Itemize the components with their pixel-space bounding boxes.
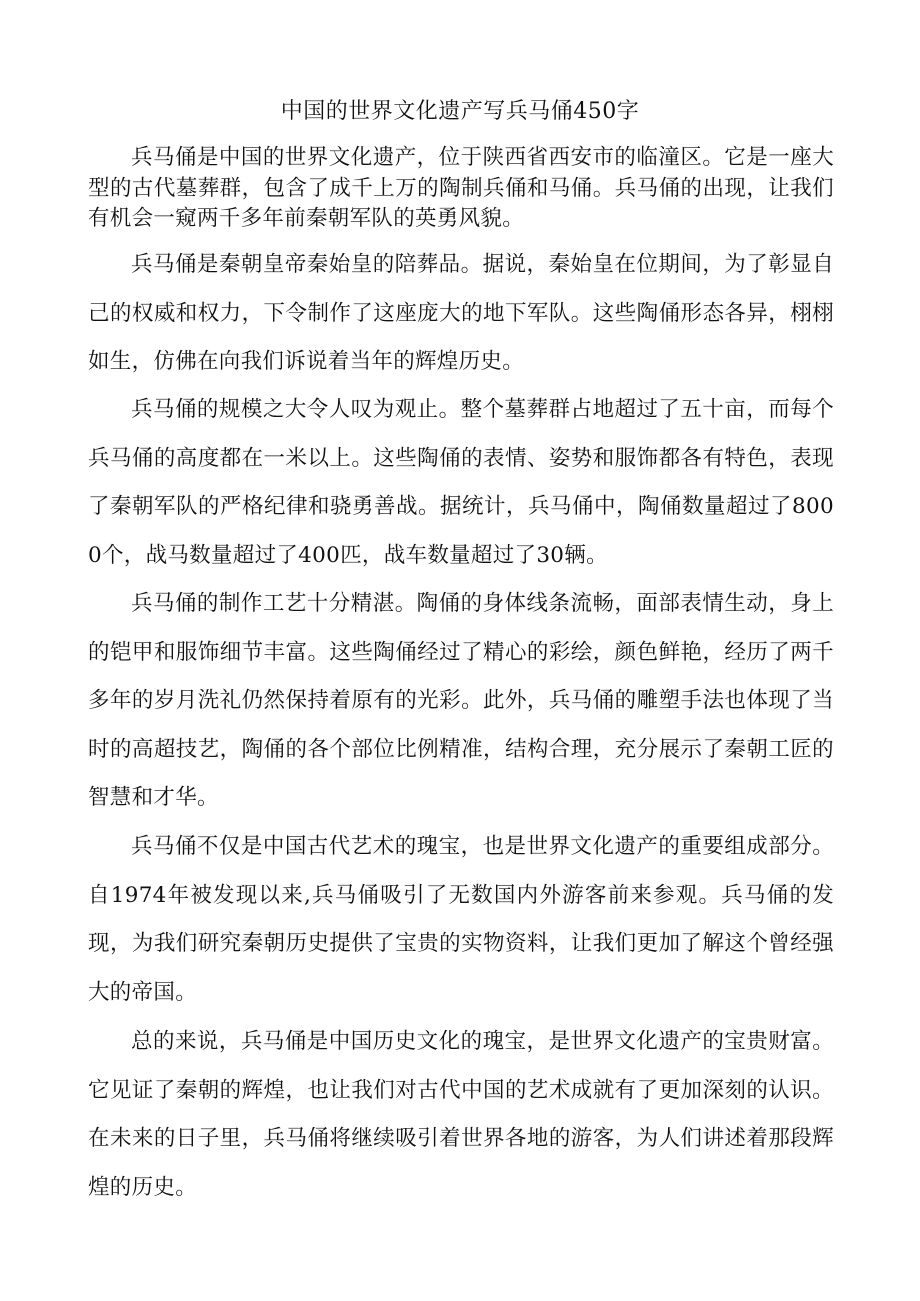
paragraph-6: 总的来说，兵马俑是中国历史文化的瑰宝，是世界文化遗产的宝贵财富。它见证了秦朝的辉煌，也让我们对古代中国的艺术成就有了更加深刻的认识。在未来的日子里，兵马俑将继续吸引着世界各地的游客，为人们讲述着那段辉煌的历史。 — [88, 1029, 834, 1200]
paragraph-4: 兵马俑的制作工艺十分精湛。陶俑的身体线条流畅，面部表情生动，身上的铠甲和服饰细节丰富。这些陶俑经过了精心的彩绘，颜色鲜艳，经历了两千多年的岁月洗礼仍然保持着原有的光彩。此外，兵马俑的雕塑手法也体现了当时的高超技艺，陶俑的各个部位比例精准，结构合理，充分展示了秦朝工匠的智慧和才华。 — [88, 591, 834, 810]
paragraph-2: 兵马俑是秦朝皇帝秦始皇的陪葬品。据说，秦始皇在位期间，为了彰显自己的权威和权力，下令制作了这座庞大的地下军队。这些陶俑形态各异，栩栩如生，仿佛在向我们诉说着当年的辉煌历史。 — [88, 252, 834, 374]
paragraph-3: 兵马俑的规模之大令人叹为观止。整个墓葬群占地超过了五十亩，而每个兵马俑的高度都在一米以上。这些陶俑的表情、姿势和服饰都各有特色，表现了秦朝军队的严格纪律和骁勇善战。据统计，兵马俑中，陶俑数量超过了8000个，战马数量超过了400匹，战车数量超过了30辆。 — [88, 397, 834, 568]
paragraph-5: 兵马俑不仅是中国古代艺术的瑰宝，也是世界文化遗产的重要组成部分。自1974年被发现以来,兵马俑吸引了无数国内外游客前来参观。兵马俑的发现，为我们研究秦朝历史提供了宝贵的实物资料，让我们更加了解这个曾经强大的帝国。 — [88, 834, 834, 1005]
document-title: 中国的世界文化遗产写兵马俑450字 — [280, 99, 640, 124]
paragraph-1: 兵马俑是中国的世界文化遗产，位于陕西省西安市的临潼区。它是一座大型的古代墓葬群，包含了成千上万的陶制兵俑和马俑。兵马俑的出现，让我们有机会一窥两千多年前秦朝军队的英勇风貌。 — [88, 145, 834, 231]
